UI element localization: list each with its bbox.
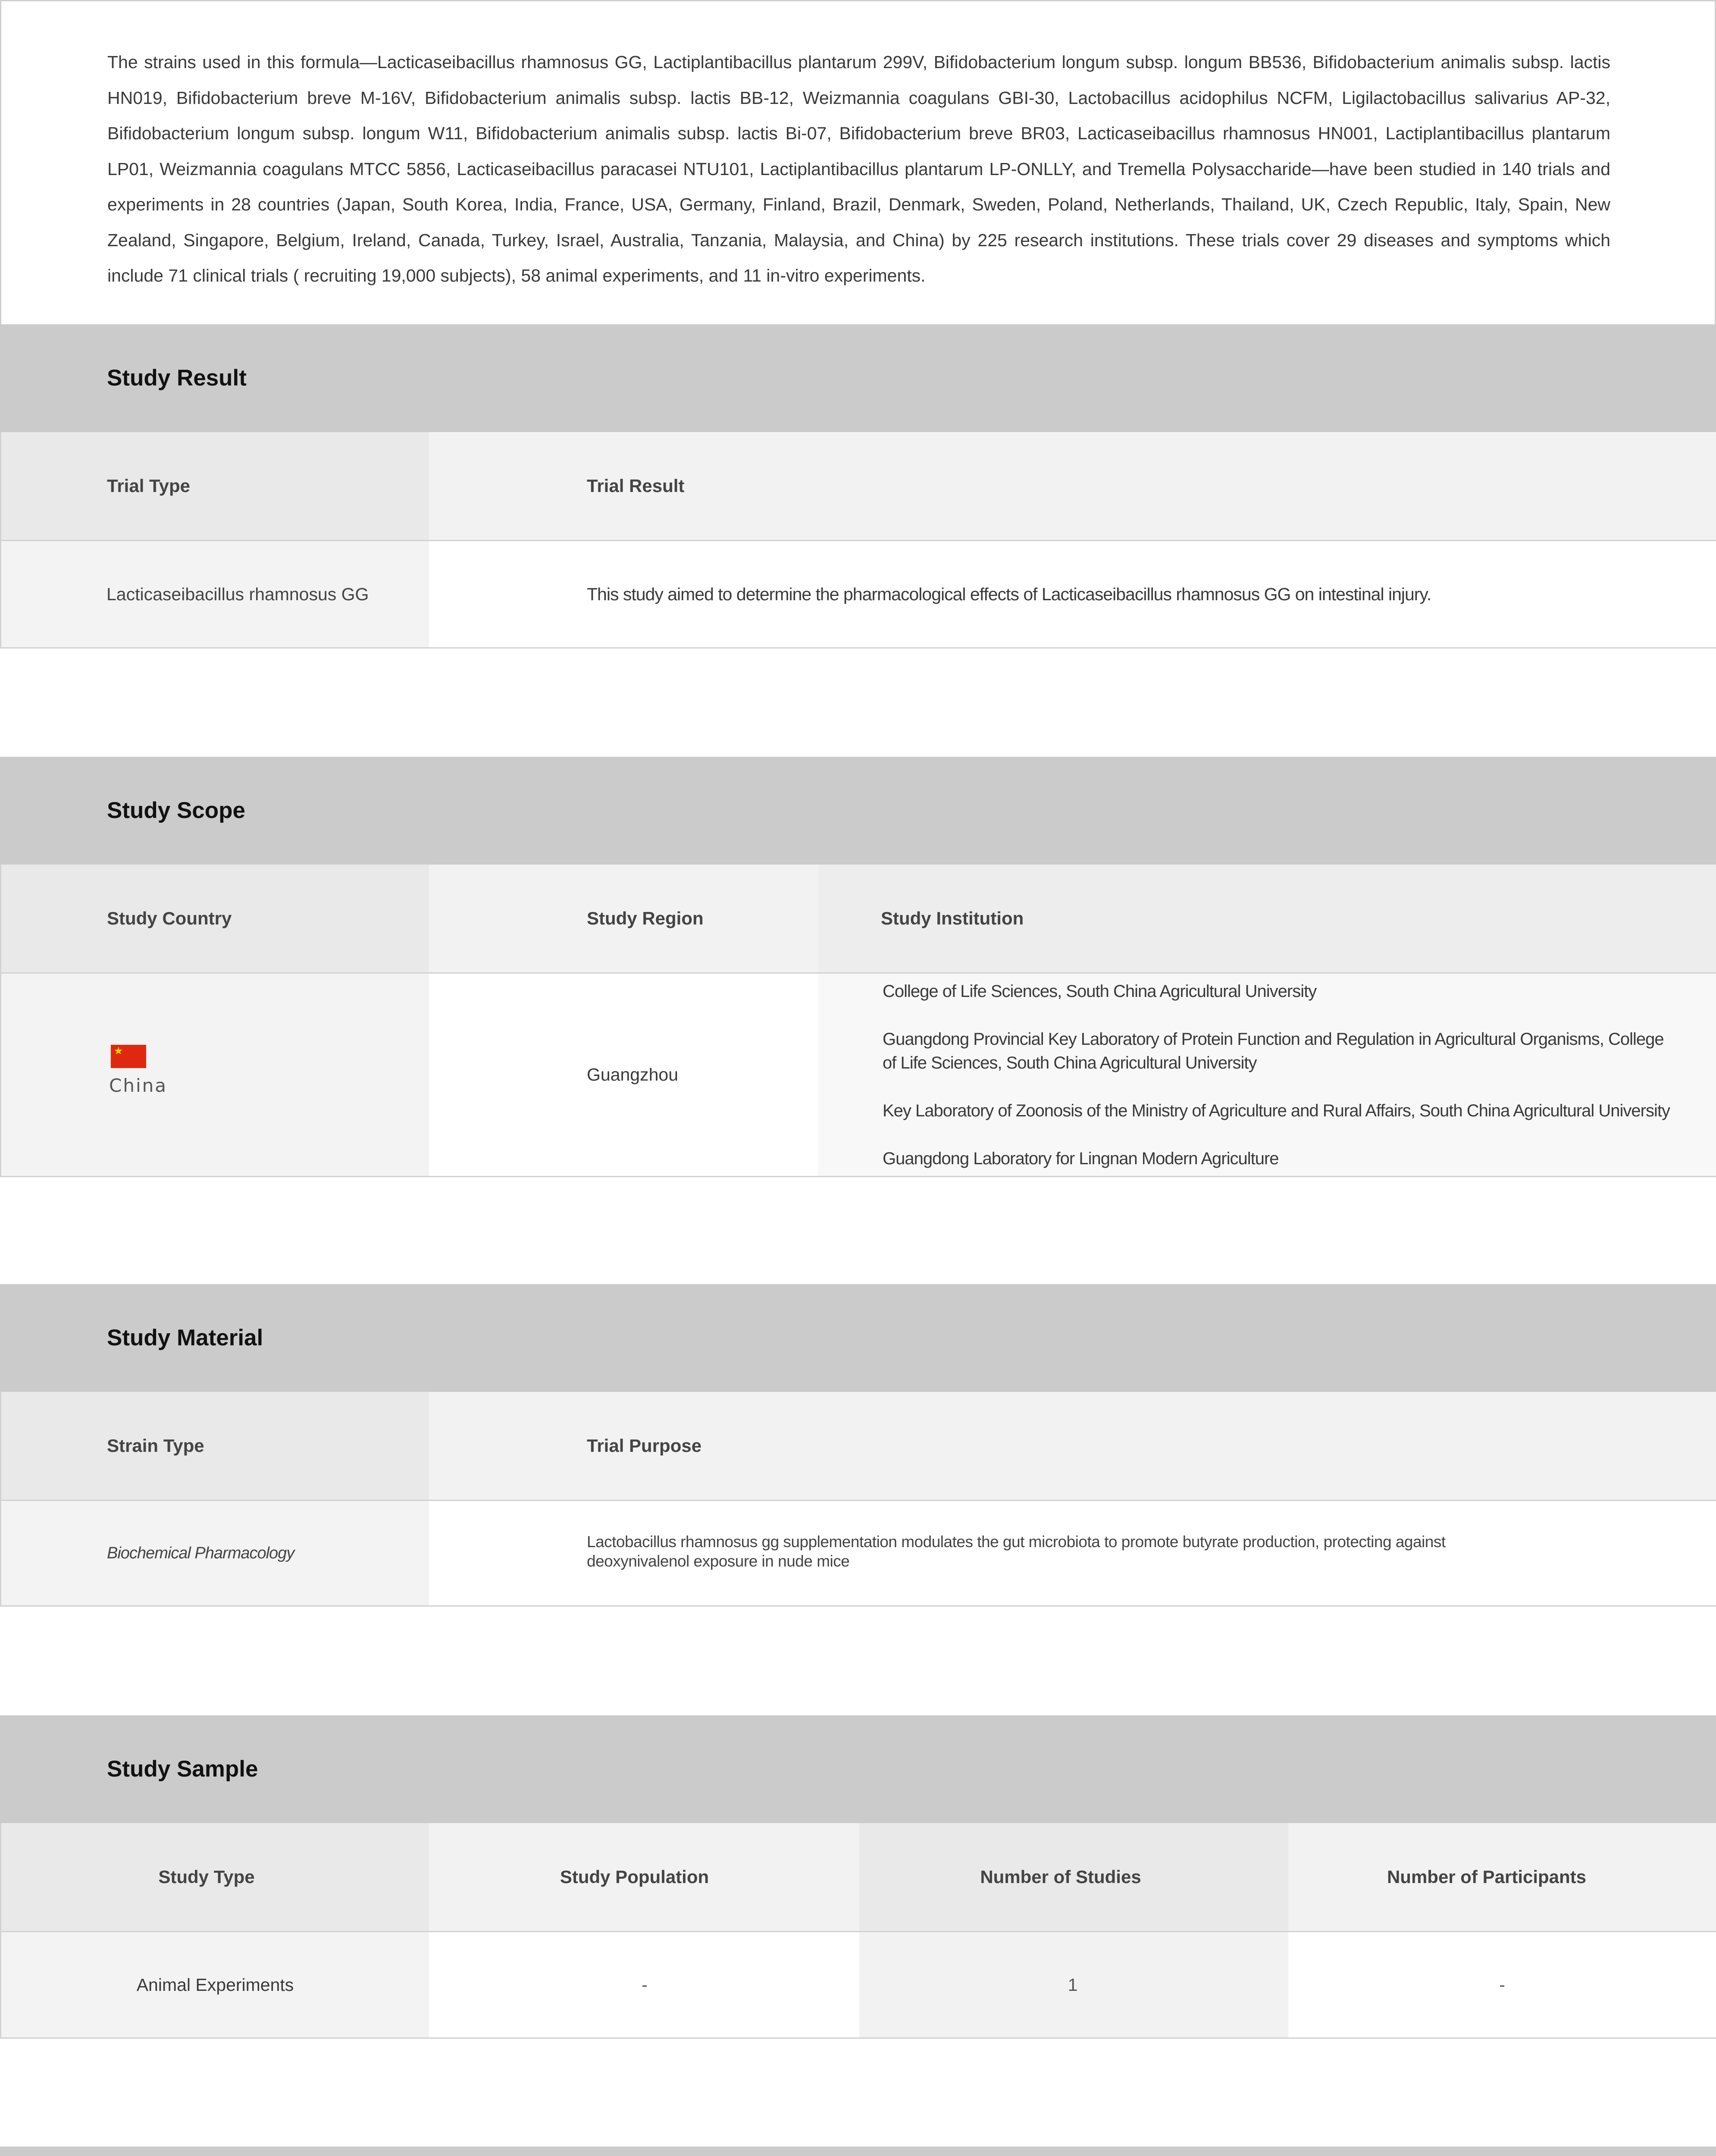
table-row bbox=[1, 1500, 1716, 1605]
institution-list bbox=[883, 980, 1680, 1171]
participants-value: - bbox=[1499, 1975, 1505, 1995]
col-strain-type: Strain Type bbox=[107, 1435, 204, 1456]
study-material-table bbox=[0, 1392, 1716, 1607]
col-study-type: Study Type bbox=[158, 1867, 255, 1887]
section-title: Study Result bbox=[107, 365, 247, 391]
trial-type-value: Lacticaseibacillus rhamnosus GG bbox=[106, 584, 369, 604]
col-study-institution: Study Institution bbox=[881, 908, 1024, 928]
col-trial-result: Trial Result bbox=[587, 476, 685, 496]
study-type-value: Animal Experiments bbox=[136, 1975, 294, 1995]
col-study-region: Study Region bbox=[587, 908, 704, 928]
institution-item: College of Life Sciences, South China Agricultural University bbox=[883, 982, 1317, 1001]
col-trial-purpose: Trial Purpose bbox=[587, 1435, 702, 1456]
study-result-header bbox=[0, 2147, 1716, 2156]
study-sample-table bbox=[0, 1823, 1716, 2039]
institution-item: Guangdong Laboratory for Lingnan Modern Agriculture bbox=[883, 1149, 1279, 1168]
section-title: Study Sample bbox=[107, 1756, 258, 1782]
trial-purpose-value: Lactobacillus rhamnosus gg supplementation modulates the gut microbiota to promote butyrate production, protecting against deoxynivalenol exposure in nude mice bbox=[587, 1533, 1446, 1570]
intro-panel bbox=[0, 0, 1716, 324]
col-number-of-studies: Number of Studies bbox=[980, 1867, 1141, 1887]
region-value: Guangzhou bbox=[587, 1065, 679, 1084]
studies-value: 1 bbox=[1068, 1975, 1078, 1995]
institution-item: Guangdong Provincial Key Laboratory of Protein Function and Regulation in Agricultural Organisms, College of Life Sciences, South China Agricultural University bbox=[883, 1030, 1664, 1072]
col-trial-type: Trial Type bbox=[107, 476, 190, 496]
study-scope-table bbox=[0, 865, 1716, 1177]
table-row bbox=[1, 1931, 1716, 2037]
col-study-population: Study Population bbox=[560, 1867, 709, 1887]
study-scope-header bbox=[0, 757, 1716, 865]
china-flag-icon: ★ bbox=[111, 1045, 146, 1068]
table-row bbox=[1, 540, 1716, 647]
country-name: China bbox=[109, 1075, 167, 1096]
section-title: Study Scope bbox=[107, 798, 246, 823]
col-study-country: Study Country bbox=[107, 908, 232, 928]
section-title bbox=[107, 2147, 247, 2156]
trial-result-value: This study aimed to determine the pharmacological effects of Lacticaseibacillus rhamnosus GG on intestinal injury. bbox=[587, 584, 1431, 604]
study-result-header bbox=[0, 324, 1716, 432]
study-sample-header bbox=[0, 1715, 1716, 1823]
col-number-of-participants: Number of Participants bbox=[1387, 1867, 1587, 1887]
population-value: - bbox=[642, 1975, 648, 1995]
study-result-table bbox=[0, 432, 1716, 649]
table-header-row bbox=[1, 432, 1716, 540]
intro-text: The strains used in this formula—Lacticaseibacillus rhamnosus GG, Lactiplantibacillus plantarum 299V, Bifidobacterium longum subsp. longum BB536, Bifidobacterium animalis subsp. lactis HN019, Bifidobacterium breve M-16V, Bifidobacterium animalis subsp. lactis BB-12, Weizmannia coagulans GBI-30, Lactobacillus acidophilus NCFM, Ligilactobacillus salivarius AP-32, Bifidobacterium longum subsp. longum W11, Bifidobacterium animalis subsp. lactis Bi-07, Bifidobacterium breve BR03, Lacticaseibacillus rhamnosus HN001, Lactiplantibacillus plantarum LP01, Weizmannia coagulans MTCC 5856, Lacticaseibacillus paracasei NTU101, Lactiplantibacillus plantarum LP-ONLLY, and Tremella Polysaccharide—have been studied in 140 trials and experiments in 28 countries (Japan, South Korea, India, France, USA, Germany, Finland, Brazil, Denmark, Sweden, Poland, Netherlands, Thailand, UK, Czech Republic, Italy, Spain, New Zealand, Singapore, Belgium, Ireland, Canada, Turkey, Israel, Australia, Tanzania, Malaysia, and China) by 225 research institutions. These trials cover 29 diseases and symptoms which include 71 clinical trials ( recruiting 19,000 subjects), 58 animal experiments, and 11 in-vitro experiments. bbox=[107, 52, 1610, 285]
table-header-row bbox=[1, 1823, 1716, 1931]
section-title: Study Material bbox=[107, 1325, 263, 1351]
institution-item: Key Laboratory of Zoonosis of the Ministry of Agriculture and Rural Affairs, South China Agricultural University bbox=[883, 1101, 1670, 1120]
table-header-row bbox=[1, 865, 1716, 972]
study-material-header bbox=[0, 1284, 1716, 1392]
strain-type-value: Biochemical Pharmacology bbox=[107, 1544, 294, 1562]
table-row bbox=[1, 972, 1716, 1176]
table-header-row bbox=[1, 1392, 1716, 1500]
